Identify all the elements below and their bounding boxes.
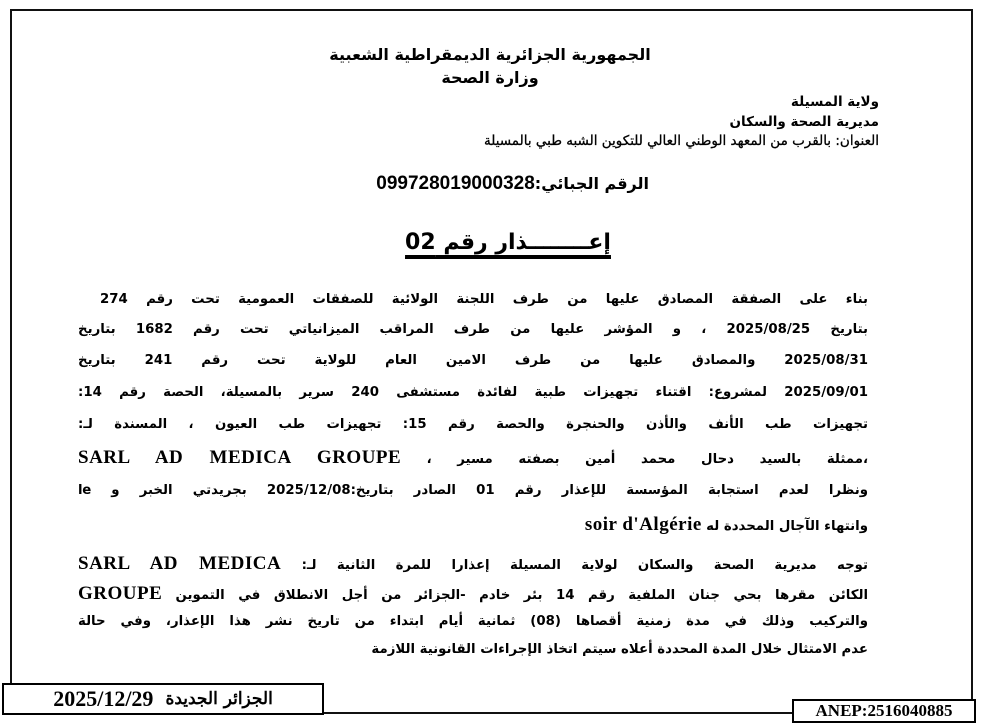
newspaper-name: الجزائر الجديدة bbox=[165, 689, 273, 709]
paragraph3-line3: والتركيب وذلك في مدة زمنية أقصاها (08) ثمانية أيام ابتداء من تاريخ نشر هذا الإعذار، وفي حالة bbox=[78, 614, 868, 629]
company-name-part1: SARL AD MEDICA bbox=[78, 553, 282, 574]
paragraph3-line1 bbox=[78, 553, 868, 575]
company-address: الكائن مقرها بحي جنان الملفية رقم 14 بئر خادم -الجزائر من أجل الانطلاق في التموين bbox=[175, 588, 869, 603]
paragraph1-line1: بناء على الصفقة المصادق عليها من طرف اللجنة الولائية للصفقات العمومية تحت رقم 274 bbox=[100, 292, 868, 307]
notice-title: إعــــــــذار رقم 02 bbox=[405, 230, 611, 259]
deadline-text: وانتهاء الآجال المحددة له bbox=[706, 519, 868, 534]
newspaper-latin: soir d'Algérie bbox=[584, 514, 702, 535]
tax-id-value: 099728019000328 bbox=[376, 173, 535, 194]
company-name: SARL AD MEDICA GROUPE bbox=[78, 447, 402, 468]
anep-reference: ANEP:2516040885 bbox=[792, 699, 976, 723]
ministry-heading: وزارة الصحة bbox=[441, 68, 539, 87]
notice-intro: توجه مديرية الصحة والسكان لولاية المسيلة إعذارا للمرة الثانية لـ: bbox=[301, 558, 868, 573]
publication-date: 2025/12/29 bbox=[53, 686, 154, 711]
republic-heading: الجمهورية الجزائرية الديمقراطية الشعبية bbox=[329, 45, 651, 64]
paragraph3-line2 bbox=[78, 583, 868, 605]
notice-title-wrap bbox=[363, 230, 653, 259]
tax-id-label: الرقم الجبائي: bbox=[534, 174, 649, 193]
direction-line: مديرية الصحة والسكان bbox=[729, 114, 879, 130]
paragraph1-line3: 2025/08/31 والمصادق عليها من طرف الامين العام للولاية تحت رقم 241 بتاريخ bbox=[78, 353, 869, 368]
address-line: العنوان: بالقرب من المعهد الوطني العالي للتكوين الشبه طبي بالمسيلة bbox=[483, 133, 879, 149]
representative-text: ، ممثلة بالسيد دحال محمد أمين بصفته مسير، bbox=[426, 452, 868, 467]
paragraph1-line2: بتاريخ 2025/08/25 ، و المؤشر عليها من طرف المراقب الميزانياتي تحت رقم 1682 بتاريخ bbox=[78, 322, 869, 337]
paragraph2-line1: ونظرا لعدم استجابة المؤسسة للإعذار رقم 01 الصادر بتاريخ:2025/12/08 بجريدتي الخبر و le bbox=[78, 483, 868, 498]
company-name-part2: GROUPE bbox=[78, 583, 163, 604]
paragraph1-line5: تجهيزات طب الأنف والأذن والحنجرة والحصة رقم 15: تجهيزات طب العيون ، المسندة لـ: bbox=[78, 417, 868, 432]
paragraph2-line2 bbox=[78, 514, 868, 536]
newspaper-date-box bbox=[2, 683, 324, 715]
paragraph3-line4: عدم الامتثال خلال المدة المحددة أعلاه سيتم اتخاذ الإجراءات القانونية اللازمة bbox=[371, 642, 868, 657]
paragraph1-line4: 2025/09/01 لمشروع: اقتناء تجهيزات طبية لفائدة مستشفى 240 سرير بالمسيلة، الحصة رقم 14: bbox=[78, 385, 868, 400]
tax-id-line bbox=[376, 173, 649, 195]
paragraph1-line6 bbox=[78, 447, 868, 469]
wilaya-line: ولاية المسيلة bbox=[790, 94, 879, 110]
